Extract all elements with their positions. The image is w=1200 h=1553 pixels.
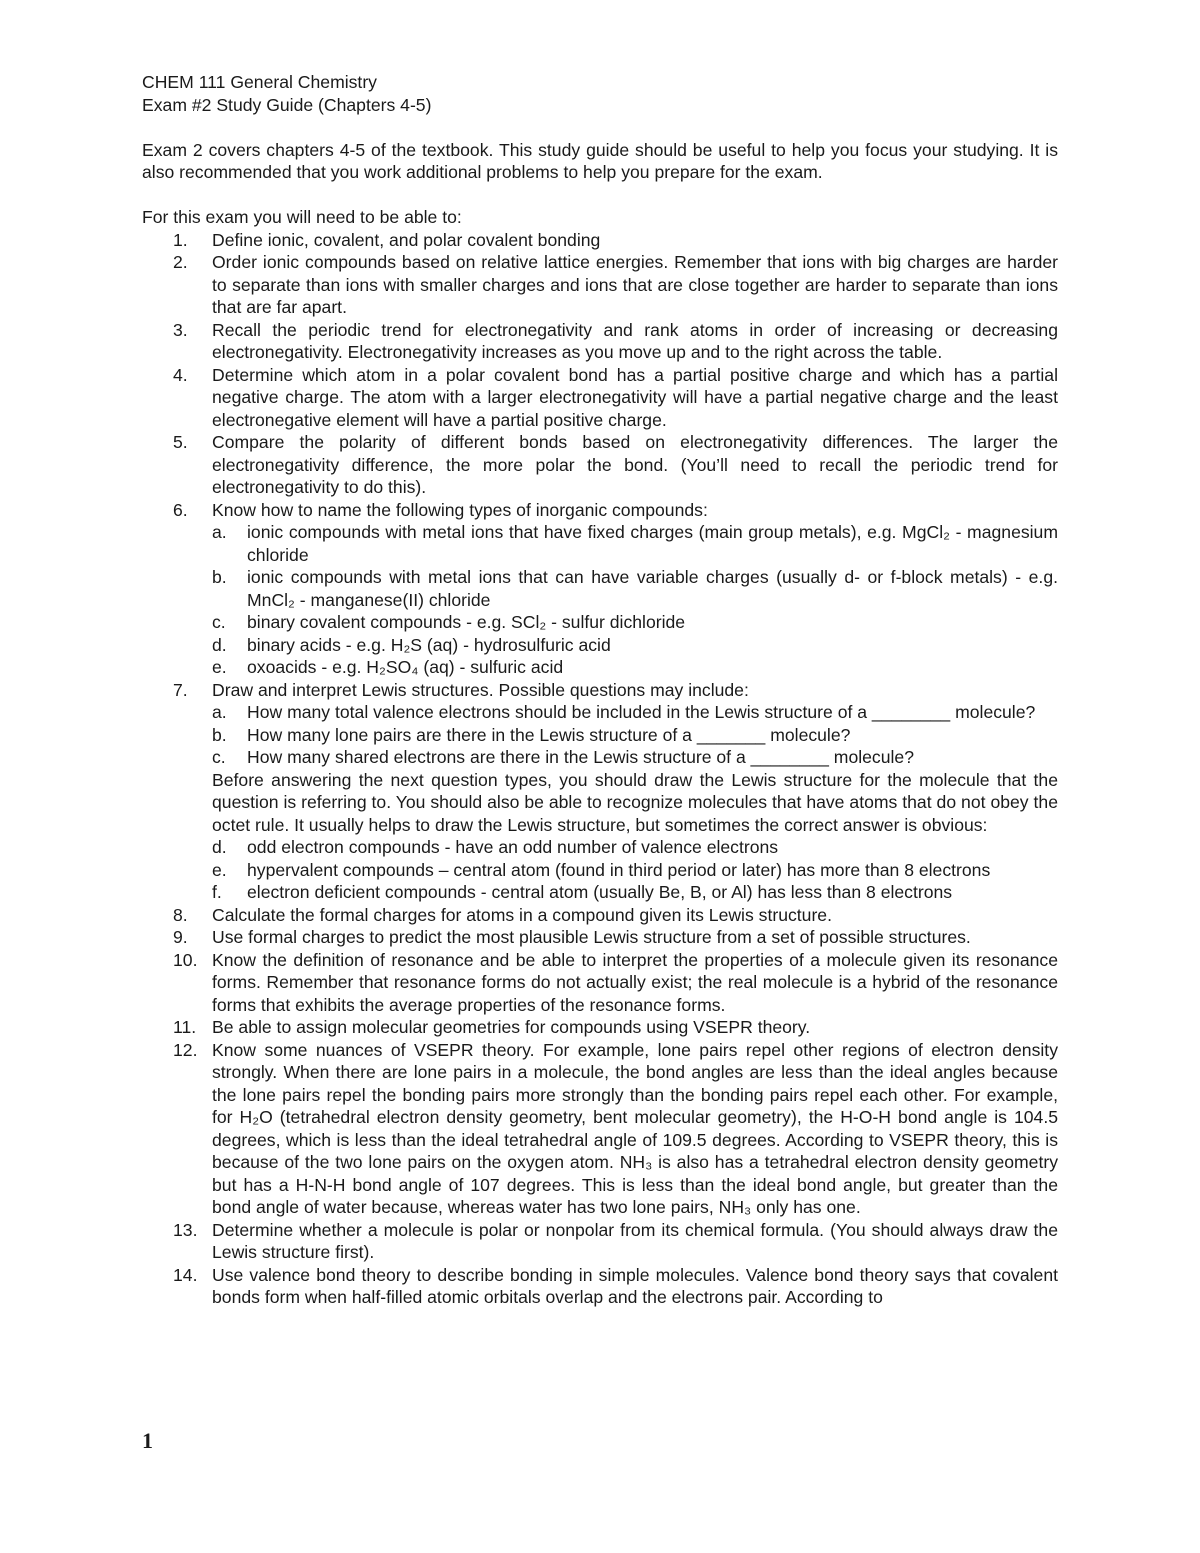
item-text: Draw and interpret Lewis structures. Possible questions may include: [212, 679, 749, 700]
item-text: Recall the periodic trend for electronegativity and rank atoms in order of increasing or decreasing electronegativity. Electronegativity increases as you move up and to the right across the table. [212, 319, 1058, 362]
sub-item [212, 724, 1058, 747]
list-item [142, 1039, 1058, 1219]
sub-item [212, 656, 1058, 679]
list-item [142, 949, 1058, 1017]
item-text: Be able to assign molecular geometries for compounds using VSEPR theory. [212, 1017, 811, 1037]
sub-letter: a. [212, 522, 227, 542]
sub-text: hypervalent compounds – central atom (found in third period or later) has more than 8 electrons [247, 859, 991, 880]
page-number: 1 [142, 1428, 153, 1453]
item-number: 6. [173, 499, 188, 520]
sub-text: How many shared electrons are there in the Lewis structure of a ________ molecule? [247, 747, 914, 767]
lead-sentence: For this exam you will need to be able to: [142, 207, 462, 227]
item-number: 13. [173, 1219, 198, 1240]
item-number: 8. [173, 904, 188, 925]
item-number: 9. [173, 927, 188, 947]
list-item [142, 229, 1058, 252]
item-text: Define ionic, covalent, and polar covalent bonding [212, 229, 601, 250]
sub-text: How many lone pairs are there in the Lewis structure of a _______ molecule? [247, 724, 851, 745]
list-item [142, 1264, 1058, 1309]
sub-text: ionic compounds with metal ions that have fixed charges (main group metals), e.g. MgCl₂ - magnesium chloride [247, 522, 1058, 565]
list-item [142, 364, 1058, 432]
sub-item [212, 836, 1058, 859]
sub-letter: c. [212, 747, 226, 767]
sub-letter: e. [212, 859, 227, 880]
item-text: Know how to name the following types of inorganic compounds: [212, 499, 708, 520]
sub-item [212, 701, 1058, 724]
sub-letter: d. [212, 634, 227, 655]
octet-exceptions-sublist [212, 836, 1058, 904]
sub-item [212, 611, 1058, 634]
list-item [142, 431, 1058, 499]
lewis-note: Before answering the next question types, you should draw the Lewis structure for the molecule that the question is referring to. You should also be able to recognize molecules that have atoms that do not obey the octet rule. It usually helps to draw the Lewis structure, but sometimes the correct answer is obvious: [212, 769, 1058, 835]
item-text: Know some nuances of VSEPR theory. For example, lone pairs repel other regions of electron density strongly. When there are lone pairs in a molecule, the bond angles are less than the ideal angles because the lone pairs repel the bonding pairs more strongly than the bonding pairs repel each other. For example, for H₂O (tetrahedral electron density geometry, bent molecular geometry), the H-O-H bond angle is 104.5 degrees, which is less than the ideal tetrahedral angle of 109.5 degrees. According to VSEPR theory, this is because of the two lone pairs on the oxygen atom. NH₃ is also has a tetrahedral electron density geometry but has a H-N-H bond angle of 107 degrees. This is less than the ideal bond angle, but greater than the bond angle of water because, whereas water has two lone pairs, NH₃ only has one. [212, 1039, 1058, 1217]
item-text: Know the definition of resonance and be able to interpret the properties of a molecule given its resonance forms. Remember that resonance forms do not actually exist; the real molecule is a hybrid of the resonance forms that exhibits the average properties of the resonance forms. [212, 949, 1058, 1015]
sub-item [212, 881, 1058, 904]
sub-letter: d. [212, 837, 227, 857]
item-number: 12. [173, 1039, 198, 1060]
item-number: 14. [173, 1264, 198, 1285]
naming-sublist [212, 521, 1058, 679]
lewis-questions-sublist [212, 701, 1058, 769]
sub-text: odd electron compounds - have an odd number of valence electrons [247, 837, 779, 857]
item-number: 11. [173, 1017, 197, 1037]
sub-text: binary covalent compounds - e.g. SCl₂ - sulfur dichloride [247, 612, 686, 632]
item-text: Determine which atom in a polar covalent bond has a partial positive charge and which has a partial negative charge. The atom with a larger electronegativity will have a partial negative charge and the least electronegative element will have a partial positive charge. [212, 364, 1058, 430]
list-item [142, 1016, 1058, 1039]
sub-letter: c. [212, 612, 226, 632]
item-text: Calculate the formal charges for atoms in a compound given its Lewis structure. [212, 904, 832, 925]
item-number: 10. [173, 949, 198, 970]
item-text: Compare the polarity of different bonds based on electronegativity differences. The larger the electronegativity difference, the more polar the bond. (You’ll need to recall the periodic trend for electronegativity to do this). [212, 432, 1058, 497]
sub-letter: a. [212, 702, 227, 722]
item-number: 2. [173, 252, 188, 272]
list-item [142, 319, 1058, 364]
item-text: Use valence bond theory to describe bonding in simple molecules. Valence bond theory says that covalent bonds form when half-filled atomic orbitals overlap and the electrons pair. According to [212, 1264, 1058, 1307]
item-number: 3. [173, 319, 188, 340]
item-text: Order ionic compounds based on relative lattice energies. Remember that ions with big charges are harder to separate than ions with smaller charges and ions that are close together are harder to separate than ions that are far apart. [212, 252, 1058, 317]
list-item [142, 926, 1058, 949]
sub-item [212, 746, 1058, 769]
item-text: Determine whether a molecule is polar or nonpolar from its chemical formula. (You should always draw the Lewis structure first). [212, 1219, 1058, 1262]
sub-text: ionic compounds with metal ions that can have variable charges (usually d- or f-block metals) - e.g. MnCl₂ - manganese(II) chloride [247, 567, 1058, 610]
list-item [142, 904, 1058, 927]
sub-text: oxoacids - e.g. H₂SO₄ (aq) - sulfuric acid [247, 657, 564, 677]
sub-item [212, 521, 1058, 566]
course-title: CHEM 111 General Chemistry [142, 72, 377, 92]
item-number: 1. [173, 229, 188, 250]
sub-item [212, 634, 1058, 657]
guide-title: Exam #2 Study Guide (Chapters 4-5) [142, 94, 432, 115]
item-text: Use formal charges to predict the most plausible Lewis structure from a set of possible structures. [212, 927, 971, 947]
item-number: 4. [173, 364, 188, 385]
sub-item [212, 859, 1058, 882]
item-number: 7. [173, 679, 188, 700]
sub-letter: f. [212, 882, 222, 902]
sub-text: electron deficient compounds - central atom (usually Be, B, or Al) has less than 8 electrons [247, 882, 953, 902]
item-number: 5. [173, 432, 188, 452]
sub-letter: b. [212, 724, 227, 745]
objectives-list [142, 229, 1058, 1309]
list-item [142, 499, 1058, 679]
sub-item [212, 566, 1058, 611]
list-item [142, 251, 1058, 319]
list-item [142, 1219, 1058, 1264]
document-body [142, 71, 1058, 1309]
sub-text: binary acids - e.g. H₂S (aq) - hydrosulfuric acid [247, 634, 611, 655]
sub-letter: e. [212, 657, 227, 677]
intro-paragraph: Exam 2 covers chapters 4-5 of the textbook. This study guide should be useful to help you focus your studying. It is also recommended that you work additional problems to help you prepare for the exam. [142, 139, 1058, 182]
sub-letter: b. [212, 567, 227, 587]
sub-text: How many total valence electrons should be included in the Lewis structure of a ________ molecule? [247, 702, 1036, 722]
list-item [142, 679, 1058, 904]
